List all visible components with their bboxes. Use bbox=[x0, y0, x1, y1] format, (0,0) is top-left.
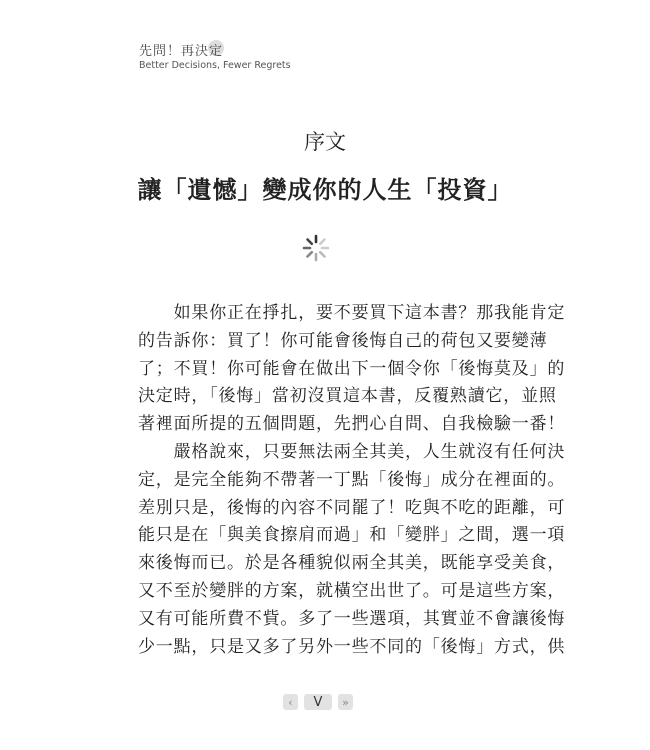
text-line: 了；不買！你可能會在做出下一個令你「後悔莫及」的 bbox=[138, 358, 566, 379]
text-line: 差別只是，後悔的內容不同罷了！吃與不吃的距離，可 bbox=[138, 497, 566, 518]
expand-toggle-button[interactable]: V bbox=[304, 694, 332, 710]
text-line: 嚴格說來，只要無法兩全其美，人生就沒有任何決 bbox=[138, 441, 566, 462]
book-title-english: Better Decisions, Fewer Regrets bbox=[139, 60, 291, 71]
text-line: 定，是完全能夠不帶著一丁點「後悔」成分在裡面的。 bbox=[138, 469, 566, 490]
text-line: 又不至於變胖的方案，就橫空出世了。可是這些方案， bbox=[138, 580, 566, 601]
book-title-chinese: 先問！再決定 bbox=[139, 44, 224, 59]
text-line: 著裡面所提的五個問題，先捫心自問、自我檢驗一番！ bbox=[138, 414, 566, 435]
next-page-button[interactable]: » bbox=[338, 694, 353, 710]
text-line: 來後悔而已。於是各種貌似兩全其美，既能享受美食， bbox=[138, 553, 566, 574]
text-line: 決定時，「後悔」當初沒買這本書，反覆熟讀它，並照 bbox=[138, 386, 557, 407]
chapter-subtitle: 讓「遺憾」變成你的人生「投資」 bbox=[137, 175, 513, 204]
text-line: 如果你正在掙扎，要不要買下這本書？那我能肯定 bbox=[138, 303, 566, 323]
previous-page-button[interactable]: ‹ bbox=[283, 694, 298, 710]
page-navigation bbox=[283, 694, 353, 710]
text-line: 又有可能所費不貲。多了一些選項，其實並不會讓後悔 bbox=[138, 608, 566, 629]
chapter-title: 序文 bbox=[304, 130, 346, 154]
loading-spinner-icon bbox=[302, 234, 330, 262]
text-line: 少一點，只是又多了另外一些不同的「後悔」方式，供 bbox=[138, 636, 566, 657]
text-line: 能只是在「與美食擦肩而過」和「變胖」之間，選一項 bbox=[138, 525, 566, 546]
body-text bbox=[138, 301, 566, 662]
text-line: 的告訴你：買了！你可能會後悔自己的荷包又要變薄 bbox=[138, 330, 548, 351]
